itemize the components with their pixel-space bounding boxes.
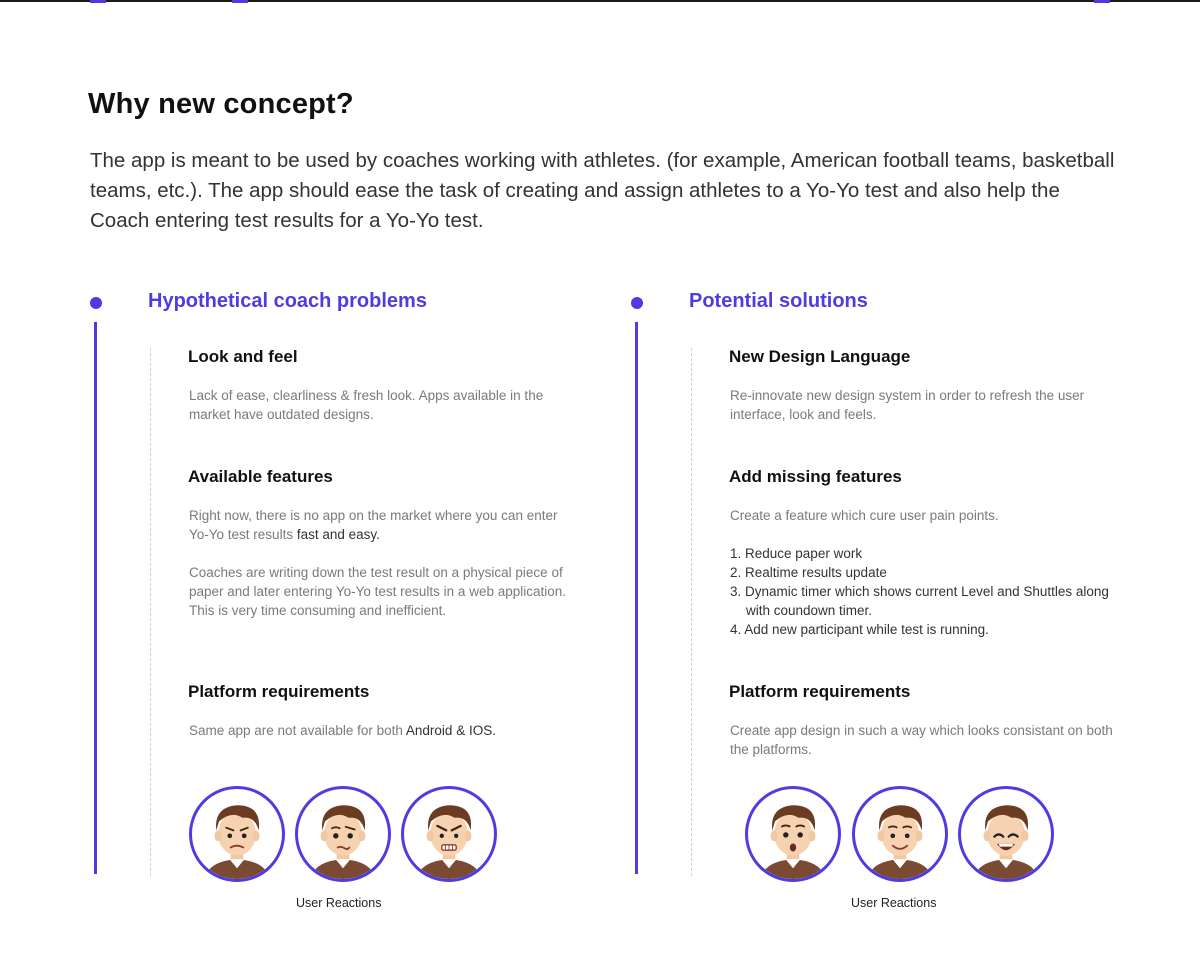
problem-look-title: Look and feel bbox=[188, 347, 298, 366]
smiling-face-icon bbox=[852, 786, 948, 882]
list-item: 4. Add new participant while test is running. bbox=[730, 622, 989, 637]
problem-platform-text-main: Same app are not available for both bbox=[189, 723, 406, 738]
section-bullet bbox=[631, 297, 643, 309]
problem-platform-text bbox=[189, 721, 589, 740]
problem-features-title: Available features bbox=[188, 467, 333, 486]
section-bullet bbox=[90, 297, 102, 309]
problem-features-text-main: Right now, there is no app on the market where you can enter Yo-Yo test results bbox=[189, 508, 558, 542]
solution-features-text: Create a feature which cure user pain points. bbox=[730, 508, 999, 523]
list-item: 1. Reduce paper work bbox=[730, 546, 863, 561]
intro-paragraph: The app is meant to be used by coaches working with athletes. (for example, American football teams, basketball teams, etc.). The app should ease the task of creating and assign athletes to a Yo-Yo test and also help the Coach entering test results for a Yo-Yo test. bbox=[90, 149, 1115, 232]
top-marker bbox=[90, 0, 106, 3]
problem-features-text bbox=[189, 506, 579, 544]
angry-face-icon bbox=[401, 786, 497, 882]
timeline-dashes bbox=[691, 348, 692, 876]
solution-platform-title: Platform requirements bbox=[729, 682, 911, 701]
solution-features-list bbox=[730, 544, 1120, 639]
solutions-reactions-caption: User Reactions bbox=[851, 896, 937, 910]
solution-design-text: Re-innovate new design system in order to refresh the user interface, look and feels. bbox=[730, 388, 1085, 422]
top-marker bbox=[1094, 0, 1110, 3]
top-divider bbox=[0, 0, 1200, 2]
surprised-face-icon bbox=[745, 786, 841, 882]
worried-face-icon bbox=[189, 786, 285, 882]
list-item: 3. Dynamic timer which shows current Level and Shuttles along with coundown timer. bbox=[730, 584, 1109, 618]
solution-design-title: New Design Language bbox=[729, 347, 911, 366]
timeline-dashes bbox=[150, 348, 151, 876]
problem-platform-emphasis: Android & IOS. bbox=[405, 723, 496, 738]
list-item: 2. Realtime results update bbox=[730, 565, 887, 580]
problems-heading: Hypothetical coach problems bbox=[148, 290, 427, 312]
laughing-face-icon bbox=[958, 786, 1054, 882]
solutions-heading: Potential solutions bbox=[689, 290, 868, 312]
page-title: Why new concept? bbox=[88, 88, 354, 120]
timeline-line bbox=[635, 322, 638, 874]
timeline-line bbox=[94, 322, 97, 874]
problem-look-text: Lack of ease, clearliness & fresh look. Apps available in the market have outdated designs. bbox=[189, 388, 544, 422]
problems-reactions-caption: User Reactions bbox=[296, 896, 382, 910]
solution-platform-text: Create app design in such a way which looks consistant on both the platforms. bbox=[730, 723, 1113, 757]
problem-features-detail: Coaches are writing down the test result on a physical piece of paper and later entering Yo-Yo test results in a web application. This is very time consuming and inefficient. bbox=[189, 565, 567, 618]
problem-platform-title: Platform requirements bbox=[188, 682, 370, 701]
confused-face-icon bbox=[295, 786, 391, 882]
problem-features-emphasis: fast and easy. bbox=[296, 527, 380, 542]
top-marker bbox=[232, 0, 248, 3]
solution-features-title: Add missing features bbox=[729, 467, 902, 486]
